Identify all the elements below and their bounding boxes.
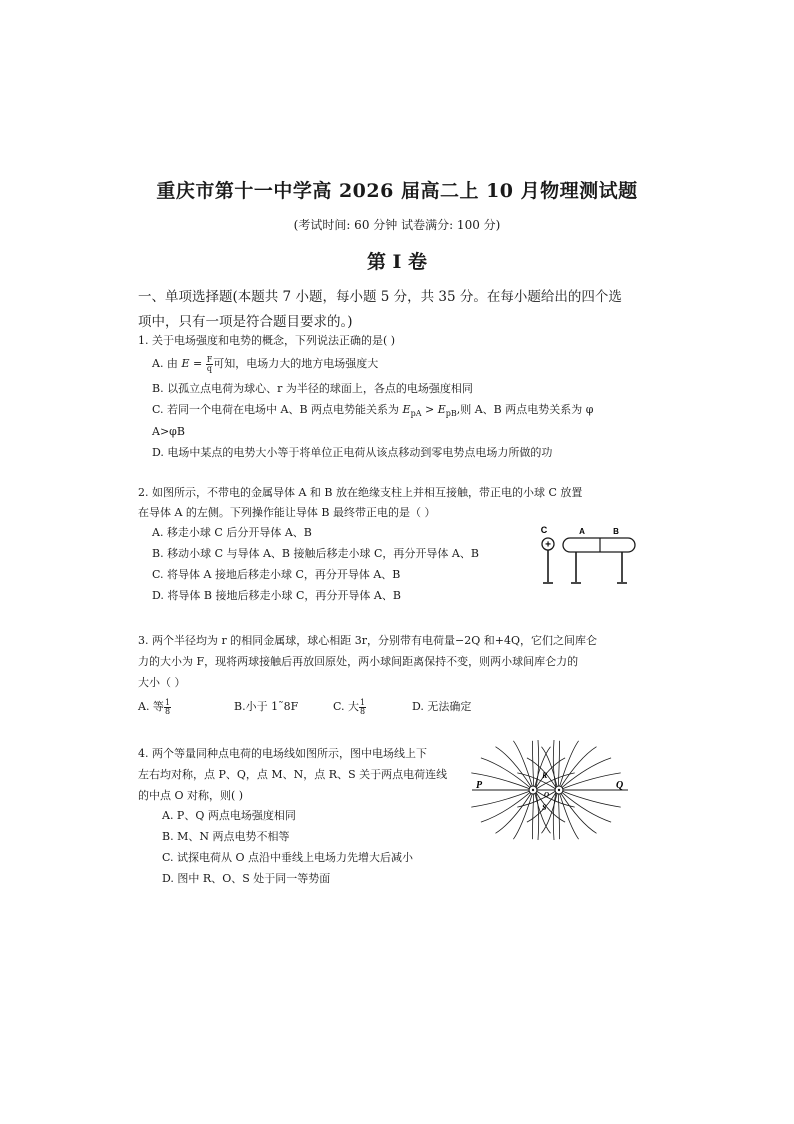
q4-field-line bbox=[560, 794, 579, 839]
section-line-2: 项中，只有一项是符合题目要求的。) bbox=[138, 314, 353, 330]
q1-a-num: F bbox=[206, 354, 213, 364]
q1-option-c bbox=[152, 400, 593, 424]
q2-fig-plus: + bbox=[545, 539, 551, 551]
q4-field-lines-figure bbox=[468, 738, 632, 846]
q4-field-line bbox=[513, 794, 532, 839]
q2-fig-label-c: C bbox=[540, 525, 548, 535]
q2-option-d: D. 将导体 B 接地后移走小球 C，再分开导体 A、B bbox=[152, 589, 401, 602]
q4-field-line bbox=[533, 741, 534, 786]
q2-fig-label-a: A bbox=[579, 527, 585, 536]
q1-a-den: q bbox=[206, 363, 213, 373]
q4-field-line bbox=[513, 741, 532, 786]
q4-field-line bbox=[471, 791, 529, 807]
section-line-1: 一、单项选择题(本题共 7 小题，每小题 5 分，共 35 分。在每小题给出的四个选 bbox=[138, 289, 622, 305]
q1-a-eq: = bbox=[189, 357, 206, 370]
q1-c-sub2: pB bbox=[445, 409, 457, 419]
q3-c-den: 8 bbox=[360, 706, 366, 716]
volume-heading: 第 I 卷 bbox=[366, 251, 428, 273]
q4-field-line bbox=[481, 758, 530, 788]
q3-a-den: 8 bbox=[164, 706, 171, 716]
q4-field-line bbox=[558, 741, 559, 786]
q3-option-c bbox=[333, 697, 366, 717]
q1-option-c-line2: A>φB bbox=[152, 425, 185, 438]
q4-charge-right-dot bbox=[558, 789, 560, 791]
q4-field-line bbox=[560, 741, 579, 786]
q4-stem-line-3: 的中点 O 对称，则( ) bbox=[138, 789, 244, 802]
q1-c-ep2: E bbox=[437, 403, 446, 416]
q2-option-b: B. 移动小球 C 与导体 A、B 接触后移走小球 C，再分开导体 A、B bbox=[152, 547, 479, 560]
q4-label-r: R bbox=[542, 771, 548, 780]
q3-option-b: B.小于 1˜8F bbox=[234, 700, 299, 713]
q3-stem-line-3: 大小（ ） bbox=[138, 676, 186, 689]
q2-option-c: C. 将导体 A 接地后移走小球 C，再分开导体 A、B bbox=[152, 568, 401, 581]
q3-c-fraction bbox=[359, 699, 366, 716]
q1-c-ep1: E bbox=[402, 403, 411, 416]
q1-stem: 1. 关于电场强度和电势的概念，下列说法正确的是( ) bbox=[138, 334, 396, 347]
q4-field-line bbox=[533, 794, 534, 839]
q4-stem-line-1: 4. 两个等量同种点电荷的电场线如图所示，图中电场线上下 bbox=[138, 747, 427, 760]
q2-option-a: A. 移走小球 C 后分开导体 A、B bbox=[152, 526, 312, 539]
q4-option-d: D. 图中 R、O、S 处于同一等势面 bbox=[162, 872, 331, 885]
q2-conductor-ab bbox=[563, 538, 635, 552]
q4-field-line bbox=[481, 793, 530, 823]
q4-label-p: P bbox=[476, 780, 483, 791]
q4-option-b: B. M、N 两点电势不相等 bbox=[162, 830, 290, 843]
q4-charge-left-dot bbox=[532, 789, 534, 791]
q3-option-a bbox=[138, 697, 171, 717]
q4-stem-line-2: 左右均对称，点 P、Q，点 M、N，点 R、S 关于两点电荷连线 bbox=[138, 768, 448, 781]
exam-subtitle: (考试时间: 60 分钟 试卷满分: 100 分) bbox=[293, 218, 501, 232]
q1-a-prefix: A. 由 bbox=[152, 357, 182, 370]
q4-label-q: Q bbox=[616, 780, 624, 791]
exam-title: 重庆市第十一中学高 2026 届高二上 10 月物理测试题 bbox=[156, 180, 638, 202]
q1-c-prefix: C. 若同一个电荷在电场中 A、B 两点电势能关系为 bbox=[152, 403, 403, 416]
q2-fig-label-b: B bbox=[613, 527, 619, 536]
q3-stem-line-2: 力的大小为 F，现将两球接触后再放回原处，两小球间距离保持不变，则两小球间库仑力的 bbox=[138, 655, 579, 668]
q4-option-c: C. 试探电荷从 O 点沿中垂线上电场力先增大后减小 bbox=[162, 851, 414, 864]
q4-field-line bbox=[563, 773, 624, 791]
q3-a-fraction bbox=[164, 699, 171, 716]
q3-c-num: 1 bbox=[360, 697, 366, 707]
q4-field-line bbox=[558, 794, 559, 839]
q4-field-line bbox=[562, 793, 611, 823]
q1-c-sub1: pA bbox=[410, 409, 422, 419]
q2-stem-line-2: 在导体 A 的左侧。下列操作能让导体 B 最终带正电的是（ ） bbox=[138, 506, 436, 519]
q1-c-gt: > bbox=[421, 403, 438, 416]
q1-a-e: E bbox=[181, 357, 190, 370]
q3-c-prefix: C. 大 bbox=[333, 700, 360, 713]
q3-a-num: 1 bbox=[164, 697, 171, 707]
q4-option-a: A. P、Q 两点电场强度相同 bbox=[162, 809, 296, 822]
q1-option-d: D. 电场中某点的电势大小等于将单位正电荷从该点移动到零电势点电场力所做的功 bbox=[152, 446, 553, 459]
q2-stem-line-1: 2. 如图所示，不带电的金属导体 A 和 B 放在绝缘支柱上并相互接触，带正电的小球 C 放置 bbox=[138, 486, 583, 499]
section-instructions bbox=[138, 285, 658, 335]
q2-conductor-figure bbox=[530, 520, 645, 590]
q3-option-d: D. 无法确定 bbox=[412, 700, 472, 713]
q1-option-a bbox=[152, 354, 378, 374]
q4-label-s: S bbox=[542, 803, 547, 812]
q3-stem-line-1: 3. 两个半径均为 r 的相同金属球，球心相距 3r，分别带有电荷量−2Q 和+4Q，它们之间库仑 bbox=[138, 634, 597, 647]
q1-c-post: ,则 A、B 两点电势关系为 φ bbox=[456, 403, 594, 416]
q1-option-b: B. 以孤立点电荷为球心、r 为半径的球面上，各点的电场强度相同 bbox=[152, 382, 473, 395]
q4-field-line bbox=[562, 758, 611, 788]
q4-label-o: O bbox=[544, 791, 550, 799]
q4-field-line bbox=[563, 791, 621, 807]
q3-a-prefix: A. 等 bbox=[138, 700, 164, 713]
q1-a-post: 可知，电场力大的地方电场强度大 bbox=[213, 357, 379, 370]
